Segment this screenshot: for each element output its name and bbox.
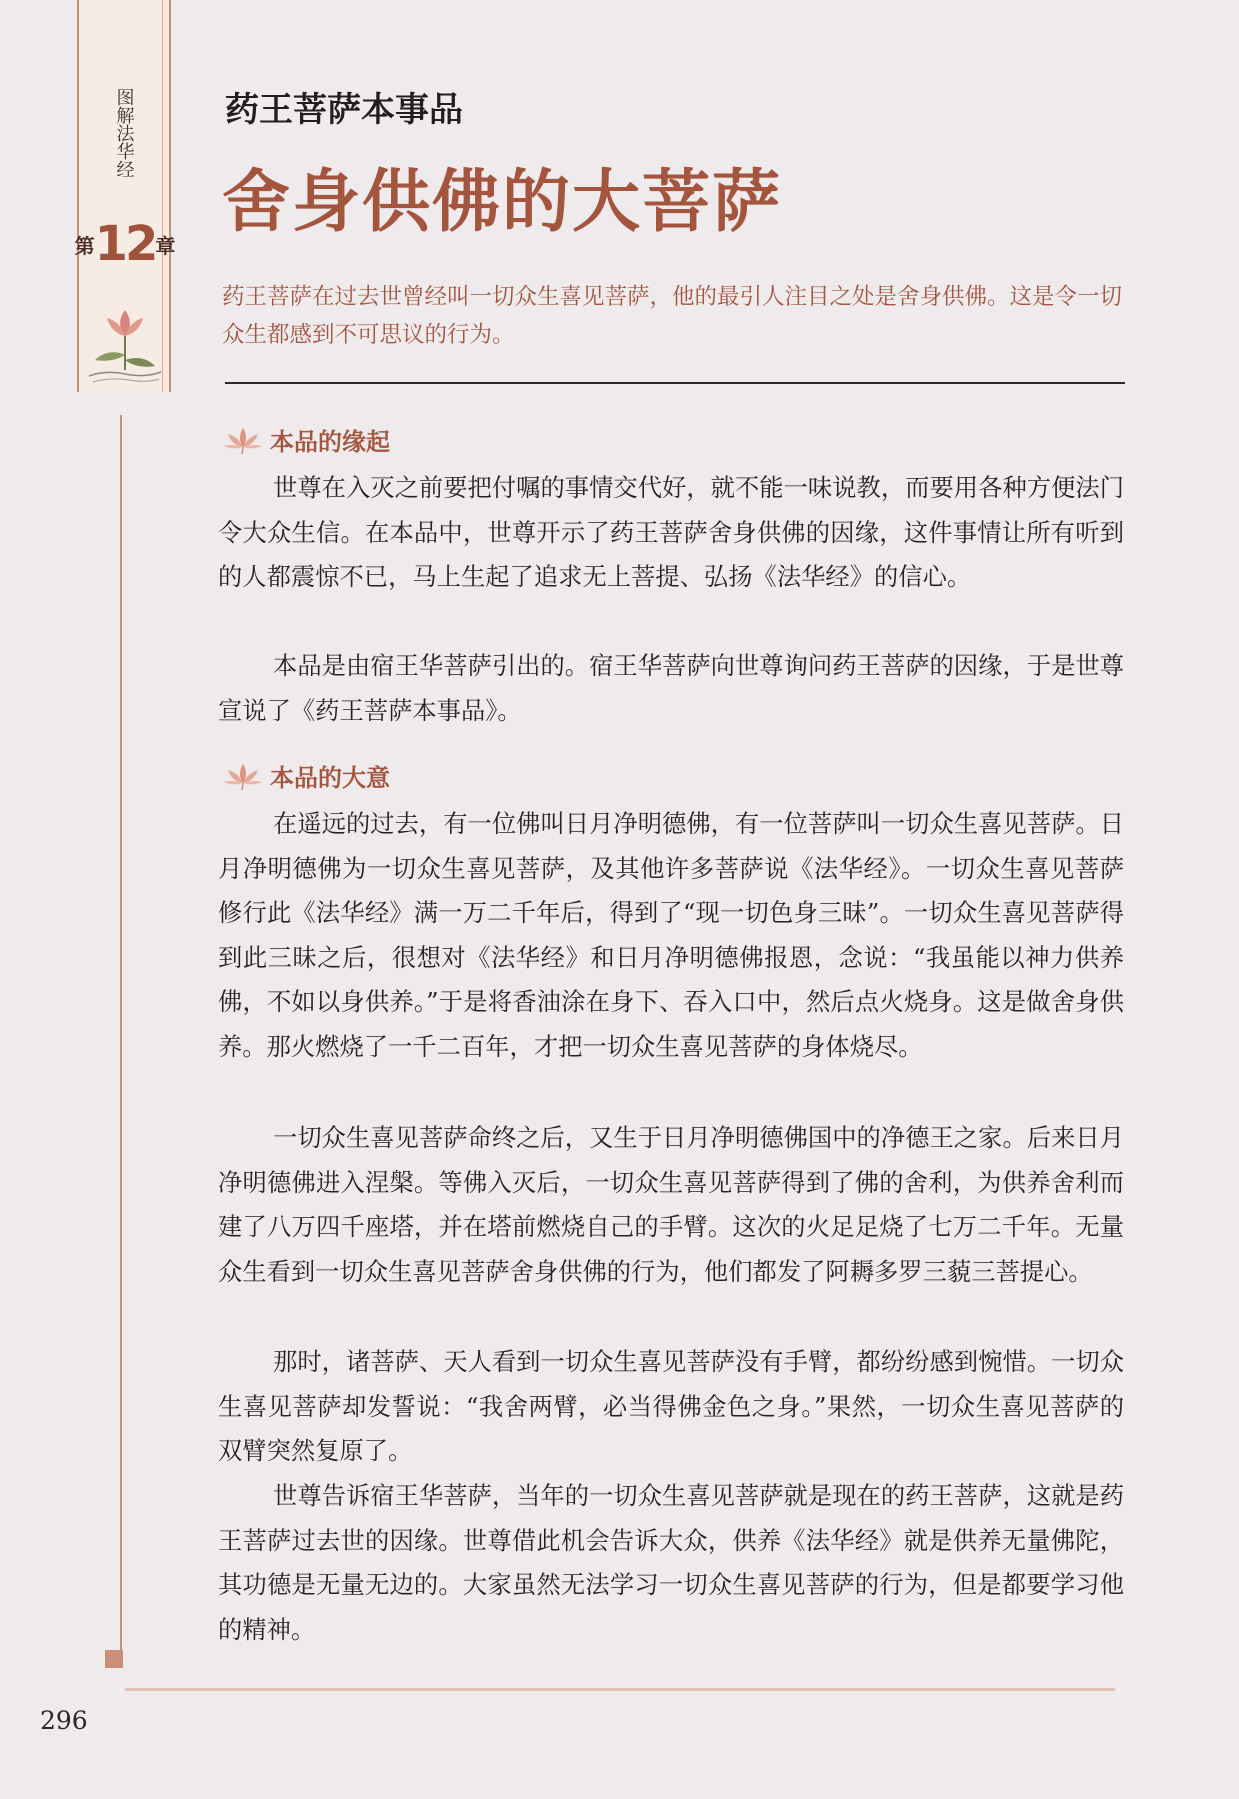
section-heading-text: 本品的缘起 (270, 428, 390, 456)
paragraph: 那时，诸菩萨、天人看到一切众生喜见菩萨没有手臂，都纷纷感到惋惜。一切众生喜见菩萨却发誓说：“我舍两臂，必当得佛金色之身。”果然，一切众生喜见菩萨的双臂突然复原了。 (218, 1347, 1124, 1465)
book-title-char: 解 (113, 106, 135, 124)
book-title-char: 法 (113, 124, 135, 142)
left-margin-square (105, 1650, 123, 1668)
lotus-bullet-icon (222, 425, 264, 455)
page-title: 舍身供佛的大菩萨 (222, 162, 783, 242)
paragraph: 一切众生喜见菩萨命终之后，又生于日月净明德佛国中的净德王之家。后来日月净明德佛进入涅槃。等佛入灭后，一切众生喜见菩萨得到了佛的舍利，为供养舍利而建了八万四千座塔，并在塔前燃烧自己的手臂。这次的火足足烧了七万二千年。无量众生看到一切众生喜见菩萨舍身供佛的行为，他们都发了阿耨多罗三藐三菩提心。 (218, 1123, 1124, 1286)
chapter-suffix: 章 (155, 233, 176, 258)
chapter-label (74, 216, 176, 272)
chapter-prefix: 第 (74, 233, 95, 258)
left-margin-rule (120, 415, 122, 1660)
paragraph: 在遥远的过去，有一位佛叫日月净明德佛，有一位菩萨叫一切众生喜见菩萨。日月净明德佛为一切众生喜见菩萨，及其他许多菩萨说《法华经》。一切众生喜见菩萨修行此《法华经》满一万二千年后，得到了“现一切色身三昧”。一切众生喜见菩萨得到此三昧之后，很想对《法华经》和日月净明德佛报恩，念说：“我虽能以神力供养佛，不如以身供养。”于是将香油涂在身下、吞入口中，然后点火烧身。这是做舍身供养。那火燃烧了一千二百年，才把一切众生喜见菩萨的身体烧尽。 (218, 809, 1124, 1061)
header-divider (225, 382, 1125, 384)
section-heading-summary (222, 758, 390, 793)
book-title-char: 经 (113, 160, 135, 178)
book-title-char: 图 (113, 88, 135, 106)
paragraph: 世尊在入灭之前要把付嘱的事情交代好，就不能一味说教，而要用各种方便法门令大众生信。在本品中，世尊开示了药王菩萨舍身供佛的因缘，这件事情让所有听到的人都震惊不已，马上生起了追求无上菩提、弘扬《法华经》的信心。 (218, 473, 1124, 591)
lotus-bullet-icon (222, 761, 264, 791)
lotus-icon (85, 300, 165, 388)
intro-text: 药王菩萨在过去世曾经叫一切众生喜见菩萨，他的最引人注目之处是舍身供佛。这是令一切众生都感到不可思议的行为。 (222, 284, 1123, 348)
book-title-vertical (79, 58, 169, 208)
page-number: 296 (40, 1706, 88, 1735)
book-title-char: 华 (113, 142, 135, 160)
section-heading-text: 本品的大意 (270, 764, 390, 792)
chapter-tab (74, 0, 176, 392)
paragraph: 本品是由宿王华菩萨引出的。宿王华菩萨向世尊询问药王菩萨的因缘，于是世尊宣说了《药王菩萨本事品》。 (218, 651, 1124, 725)
chapter-number: 12 (94, 216, 156, 272)
footer-rule (125, 1688, 1115, 1691)
section-heading-origin (222, 422, 390, 457)
paragraph: 世尊告诉宿王华菩萨，当年的一切众生喜见菩萨就是现在的药王菩萨，这就是药王菩萨过去世的因缘。世尊借此机会告诉大众，供养《法华经》就是供养无量佛陀，其功德是无量无边的。大家虽然无法学习一切众生喜见菩萨的行为，但是都要学习他的精神。 (218, 1481, 1124, 1644)
page-subtitle: 药王菩萨本事品 (225, 90, 463, 130)
